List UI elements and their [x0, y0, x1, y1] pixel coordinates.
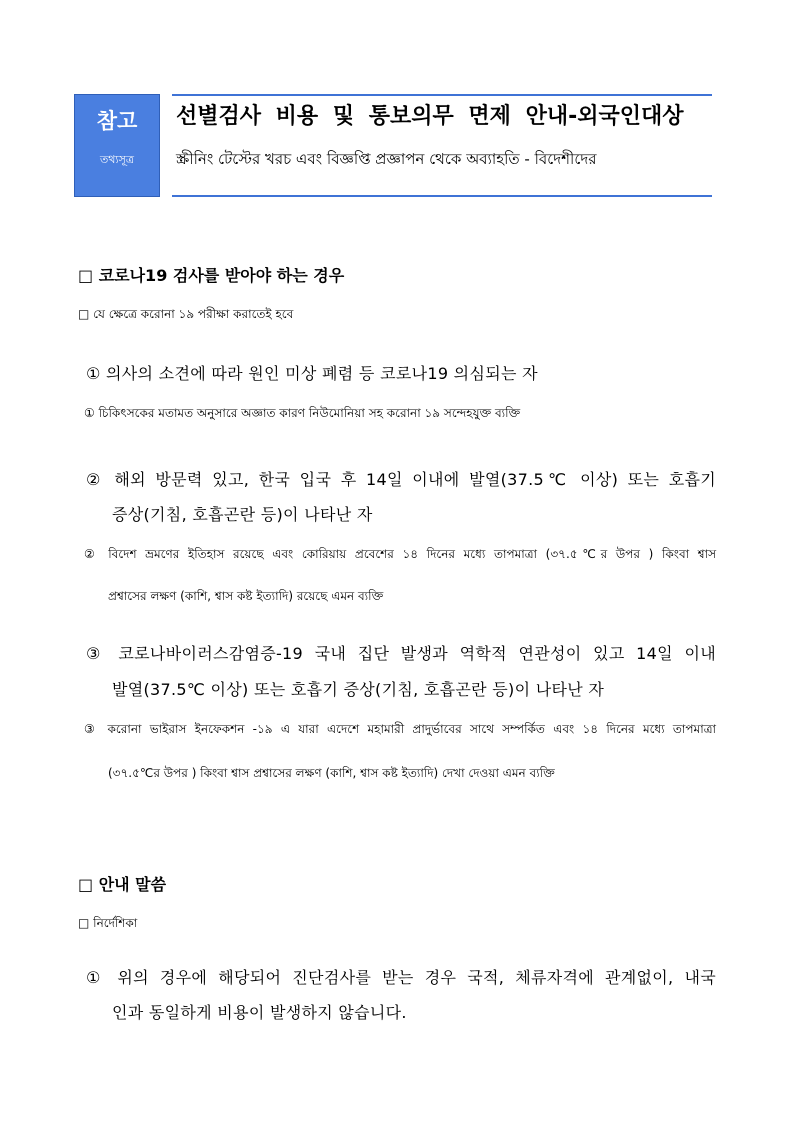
item2-bn-line2: প্রশ্বাসের লক্ষণ (কাশি, শ্বাস কষ্ট ইত্যাদি) রয়েছে এমন ব্যক্তি — [108, 589, 384, 603]
badge-subtitle: তথ্যসূত্র — [100, 153, 134, 166]
item1-ko-line1: ① 의사의 소견에 따라 원인 미상 폐렴 등 코로나19 의심되는 자 — [86, 364, 538, 383]
section1-heading-bn: □ যে ক্ষেত্রে করোনা ১৯ পরীক্ষা করাতেই হবে — [78, 307, 294, 321]
item2-ko-line1: ② 해외 방문력 있고, 한국 입국 후 14일 이내에 발열(37.5℃ 이상) 또는 호흡기 — [86, 470, 716, 489]
item1-bn-line1: ① চিকিৎসকের মতামত অনুসারে অজ্ঞাত কারণ নিউমোনিয়া সহ করোনা ১৯ সন্দেহযুক্ত ব্যক্তি — [84, 406, 521, 420]
notice1-ko-line2: 인과 동일하게 비용이 발생하지 않습니다. — [112, 1003, 407, 1022]
badge-title: 참고 — [96, 109, 138, 133]
item3-bn-line1: ③ করোনা ভাইরাস ইনফেকশন -১৯ এ যারা এদেশে মহামারী প্রাদুর্ভাবের সাথে সম্পর্কিত এবং ১৪ দিনের মধ্যে তাপমাত্রা — [84, 722, 716, 736]
item3-ko-line1: ③ 코로나바이러스감염증-19 국내 집단 발생과 역학적 연관성이 있고 14일 이내 — [86, 644, 716, 663]
item2-ko-line2: 증상(기침, 호흡곤란 등)이 나타난 자 — [112, 505, 373, 524]
notice1-ko-line1: ① 위의 경우에 해당되어 진단검사를 받는 경우 국적, 체류자격에 관계없이, 내국 — [86, 968, 716, 987]
section2-heading-bn: □ নির্দেশিকা — [78, 916, 138, 930]
header-bottom-rule — [172, 195, 712, 197]
section1-heading-ko: □ 코로나19 검사를 받아야 하는 경우 — [78, 266, 345, 285]
page-title: 선별검사 비용 및 통보의무 면제 안내-외국인대상 — [176, 104, 684, 129]
section2-heading-ko: □ 안내 말씀 — [78, 875, 167, 894]
page-subtitle: স্ক্রীনিং টেস্টের খরচ এবং বিজ্ঞপ্তি প্রজ্ঞাপন থেকে অব্যাহতি - বিদেশীদের — [176, 150, 597, 168]
item3-bn-line2: (৩৭.৫℃র উপর ) কিংবা শ্বাস প্রশ্বাসের লক্ষণ (কাশি, শ্বাস কষ্ট ইত্যাদি) দেখা দেওয়া এমন ব্যক্তি — [108, 766, 555, 780]
header-top-rule — [172, 94, 712, 96]
item3-ko-line2: 발열(37.5℃ 이상) 또는 호흡기 증상(기침, 호흡곤란 등)이 나타난 자 — [112, 680, 605, 699]
reference-badge — [74, 94, 160, 197]
item2-bn-line1: ② বিদেশ ভ্রমণের ইতিহাস রয়েছে এবং কোরিয়ায় প্রবেশের ১৪ দিনের মধ্যে তাপমাত্রা (৩৭.৫℃র উপর ) কিংবা শ্বাস — [84, 547, 716, 561]
